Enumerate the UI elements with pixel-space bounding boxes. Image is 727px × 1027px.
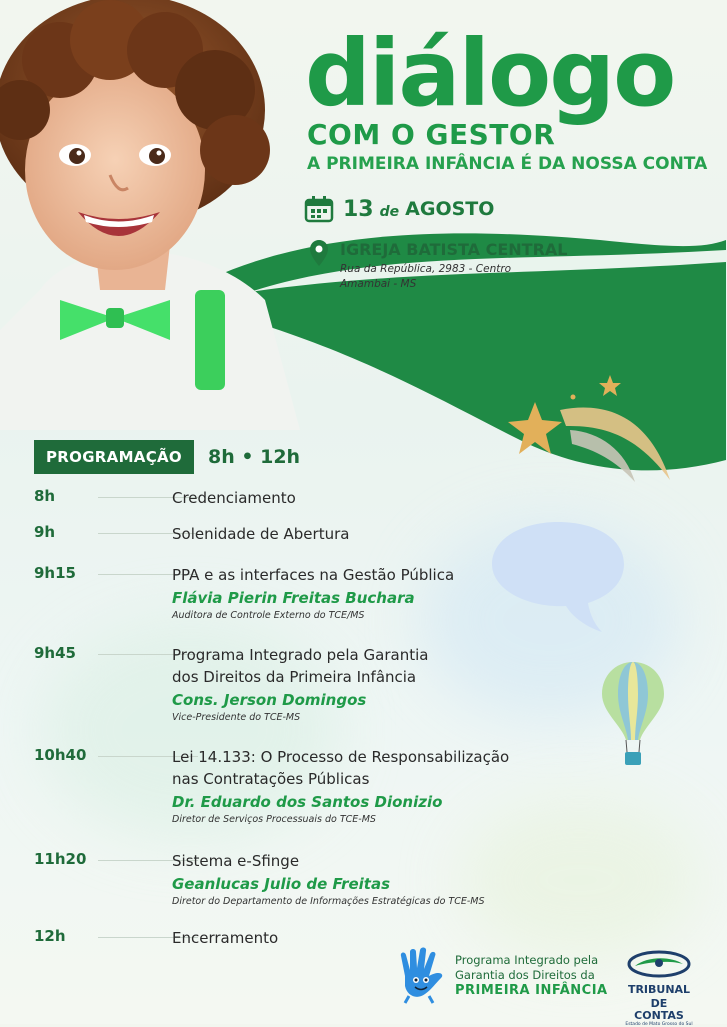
tce-subtitle: Estado de Mato Grosso do Sul <box>625 1022 693 1027</box>
schedule-time: 8h <box>34 487 56 505</box>
location-pin-icon <box>310 240 328 266</box>
program-label: PROGRAMAÇÃO <box>34 440 194 474</box>
star-icon <box>508 402 562 454</box>
event-title: diálogo <box>305 20 675 127</box>
schedule-time: 12h <box>34 927 66 945</box>
schedule-speaker: Dr. Eduardo dos Santos Dionizio <box>172 793 443 811</box>
schedule-speaker: Geanlucas Julio de Freitas <box>172 875 391 893</box>
event-subtitle: COM O GESTOR <box>307 118 556 151</box>
schedule-topic: Solenidade de Abertura <box>172 525 350 543</box>
schedule-role: Auditora de Controle Externo do TCE/MS <box>172 610 365 621</box>
schedule-topic: Lei 14.133: O Processo de Responsabilização <box>172 748 510 766</box>
schedule-topic: nas Contratações Públicas <box>172 770 370 788</box>
shooting-stars <box>500 370 680 490</box>
tce-logo <box>624 950 694 1027</box>
tce-logo-icon <box>627 950 691 978</box>
schedule-topic: PPA e as interfaces na Gestão Pública <box>172 566 455 584</box>
event-de: de <box>379 204 400 220</box>
schedule-speaker: Flávia Pierin Freitas Buchara <box>172 589 415 607</box>
schedule-time: 9h15 <box>34 564 76 582</box>
footer-program-line1: Programa Integrado pela <box>455 952 599 967</box>
schedule-time: 10h40 <box>34 746 87 764</box>
schedule-role: Diretor de Serviços Processuais do TCE-MS <box>172 814 376 825</box>
tce-name-line1: TRIBUNAL <box>627 983 691 996</box>
star-icon <box>599 375 621 396</box>
schedule-topic: Programa Integrado pela Garantia <box>172 646 429 664</box>
program-header <box>34 440 300 474</box>
calendar-icon <box>305 196 333 222</box>
schedule-topic: dos Direitos da Primeira Infância <box>172 668 417 686</box>
place-address-line2: Amambai - MS <box>340 278 417 290</box>
footer-program-line2: Garantia dos Direitos da <box>455 967 595 982</box>
hot-air-balloon-icon <box>600 660 666 770</box>
event-date <box>305 196 494 222</box>
program-hours: 8h • 12h <box>207 446 301 468</box>
place-name: IGREJA BATISTA CENTRAL <box>340 240 568 259</box>
tce-name-line2: DE CONTAS <box>634 997 684 1022</box>
schedule-time: 9h <box>34 523 56 541</box>
footer-program-brand: PRIMEIRA INFÂNCIA <box>455 982 608 998</box>
schedule-time: 9h45 <box>34 644 76 662</box>
schedule-time: 11h20 <box>34 850 87 868</box>
place-address-line1: Rua da República, 2983 - Centro <box>340 263 512 275</box>
schedule-topic: Credenciamento <box>172 489 296 507</box>
schedule-speaker: Cons. Jerson Domingos <box>172 691 367 709</box>
hand-mascot-icon <box>395 946 449 1004</box>
event-month: AGOSTO <box>405 198 495 220</box>
child-illustration <box>0 0 310 430</box>
schedule-role: Vice-Presidente do TCE-MS <box>172 712 301 723</box>
schedule-topic: Encerramento <box>172 929 279 947</box>
event-day: 13 <box>343 196 374 222</box>
schedule-role: Diretor do Departamento de Informações Estratégicas do TCE-MS <box>172 896 485 907</box>
schedule-topic: Sistema e-Sfinge <box>172 852 300 870</box>
primeira-infancia-logo <box>395 946 608 1004</box>
event-location <box>310 240 567 292</box>
event-tagline: A PRIMEIRA INFÂNCIA É DA NOSSA CONTA <box>307 154 708 174</box>
